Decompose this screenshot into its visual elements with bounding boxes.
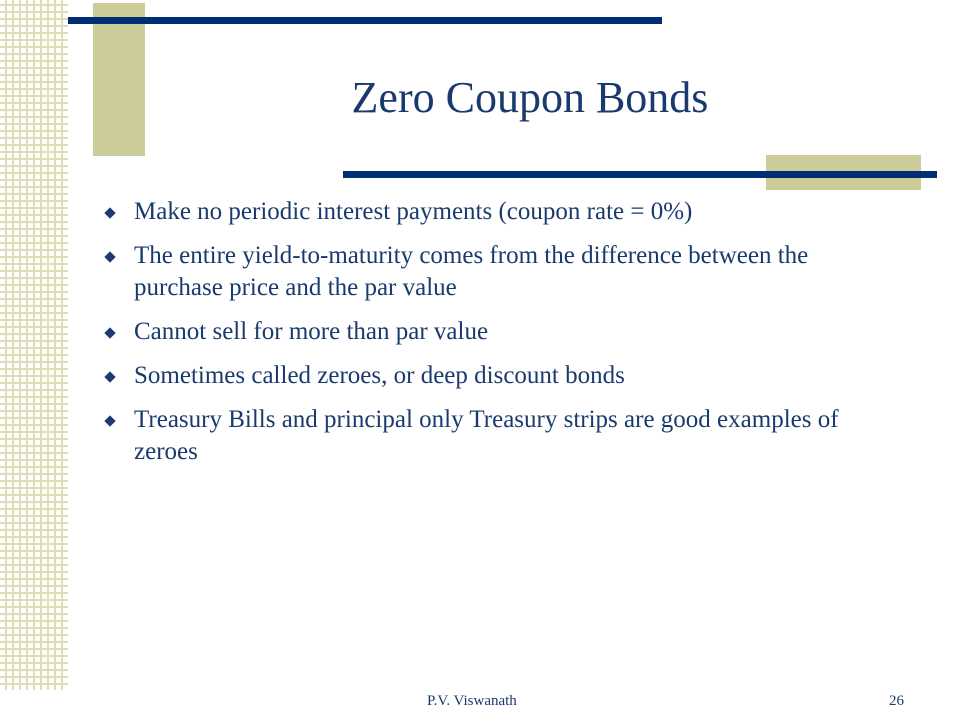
bullet-item xyxy=(98,196,898,228)
bullet-text: Make no periodic interest payments (coupon rate = 0%) xyxy=(134,198,693,225)
bullet-text: The entire yield-to-maturity comes from the difference between the purchase price and the par value xyxy=(134,242,809,301)
bullet-text: Treasury Bills and principal only Treasury strips are good examples of zeroes xyxy=(134,406,839,465)
bullet-item xyxy=(98,240,898,304)
slide-title: Zero Coupon Bonds xyxy=(351,73,709,122)
decorative-vertical-block xyxy=(93,3,145,156)
diamond-bullet-icon xyxy=(104,251,115,262)
bullet-text: Cannot sell for more than par value xyxy=(134,318,489,345)
diamond-bullet-icon xyxy=(104,207,115,218)
diamond-bullet-icon xyxy=(104,371,115,382)
bullet-item xyxy=(98,404,898,468)
bullet-list xyxy=(98,196,898,480)
page-number: 26 xyxy=(889,693,904,709)
bullet-text: Sometimes called zeroes, or deep discount bonds xyxy=(134,362,625,389)
bullet-item xyxy=(98,316,898,348)
diamond-bullet-icon xyxy=(104,327,115,338)
decorative-mid-bar xyxy=(343,171,937,178)
bullet-item xyxy=(98,360,898,392)
diamond-bullet-icon xyxy=(104,415,115,426)
left-decorative-stripes xyxy=(0,0,68,690)
decorative-top-bar xyxy=(68,17,662,24)
footer-author: P.V. Viswanath xyxy=(427,693,517,709)
